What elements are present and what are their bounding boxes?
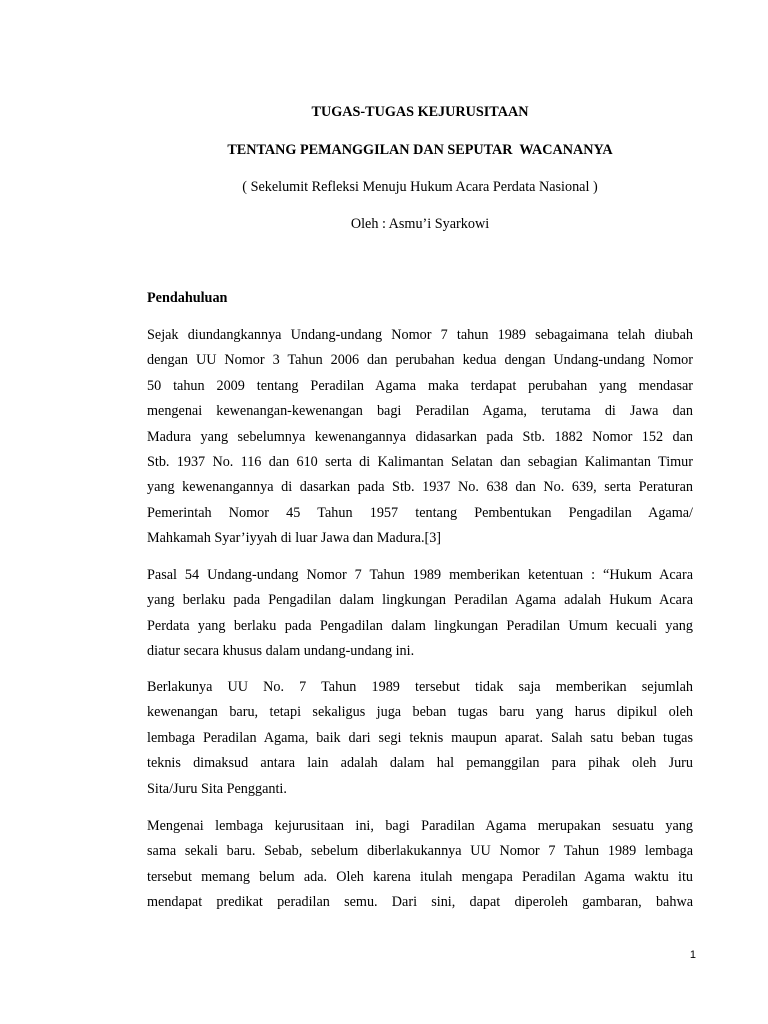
paragraph-line: Perdata yang berlaku pada Pengadilan dalam lingkungan Peradilan Umum kecuali yang: [147, 617, 693, 634]
paragraph-line: Mengenai lembaga kejurusitaan ini, bagi Paradilan Agama merupakan sesuatu yang: [147, 818, 693, 834]
paragraph-line: lembaga Peradilan Agama, baik dari segi teknis maupun aparat. Salah satu beban tugas: [147, 729, 693, 746]
document-tagline: ( Sekelumit Refleksi Menuju Hukum Acara Perdata Nasional ): [242, 179, 598, 195]
paragraph-line: mengenai kewenangan-kewenangan bagi Peradilan Agama, terutama di Jawa dan: [147, 403, 693, 420]
paragraph-2: [147, 566, 693, 668]
paragraph-line: Sejak diundangkannya Undang-undang Nomor 7 tahun 1989 sebagaimana telah diubah: [147, 327, 693, 343]
paragraph-3: [147, 678, 693, 805]
paragraph-4: [147, 817, 693, 919]
paragraph-1: [147, 326, 693, 555]
paragraph-line: 50 tahun 2009 tentang Peradilan Agama maka terdapat perubahan yang mendasar: [147, 377, 693, 394]
paragraph-line: Stb. 1937 No. 116 dan 610 serta di Kalimantan Selatan dan sebagian Kalimantan Timur: [147, 453, 693, 470]
paragraph-line: Mahkamah Syar’iyyah di luar Jawa dan Madura.[3]: [147, 530, 442, 547]
paragraph-line: Berlakunya UU No. 7 Tahun 1989 tersebut tidak saja memberikan sejumlah: [147, 679, 693, 695]
page-number: 1: [689, 949, 696, 961]
section-title: Pendahuluan: [147, 290, 228, 306]
paragraph-line: yang berlaku pada Pengadilan dalam lingkungan Peradilan Agama adalah Hukum Acara: [147, 592, 693, 609]
paragraph-line: kewenangan baru, tetapi sekaligus juga beban tugas baru yang harus dipikul oleh: [147, 704, 693, 721]
document-author: Oleh : Asmu’i Syarkowi: [350, 216, 490, 232]
paragraph-line: dengan UU Nomor 3 Tahun 2006 dan perubahan kedua dengan Undang-undang Nomor: [147, 352, 693, 369]
paragraph-line: teknis dimaksud antara lain adalah dalam hal pemanggilan para pihak oleh Juru: [147, 755, 693, 772]
paragraph-line: Madura yang sebelumnya kewenangannya didasarkan pada Stb. 1882 Nomor 152 dan: [147, 428, 693, 445]
paragraph-line: Pasal 54 Undang-undang Nomor 7 Tahun 1989 memberikan ketentuan : “Hukum Acara: [147, 567, 693, 583]
paragraph-line: Pemerintah Nomor 45 Tahun 1957 tentang Pembentukan Pengadilan Agama/: [147, 504, 693, 521]
paragraph-line: diatur secara khusus dalam undang-undang ini.: [147, 643, 415, 660]
document-subtitle: TENTANG PEMANGGILAN DAN SEPUTAR WACANANYA: [227, 142, 613, 158]
paragraph-line: mendapat predikat peradilan semu. Dari sini, dapat diperoleh gambaran, bahwa: [147, 894, 693, 911]
document-title: TUGAS-TUGAS KEJURUSITAAN: [311, 104, 529, 120]
paragraph-line: tersebut memang belum ada. Oleh karena itulah mengapa Peradilan Agama waktu itu: [147, 868, 693, 885]
paragraph-line: yang kewenangannya di dasarkan pada Stb. 1937 No. 638 dan No. 639, serta Peraturan: [147, 479, 693, 496]
paragraph-line: sama sekali baru. Sebab, sebelum diberlakukannya UU Nomor 7 Tahun 1989 lembaga: [147, 843, 693, 860]
paragraph-line: Sita/Juru Sita Pengganti.: [147, 780, 287, 797]
